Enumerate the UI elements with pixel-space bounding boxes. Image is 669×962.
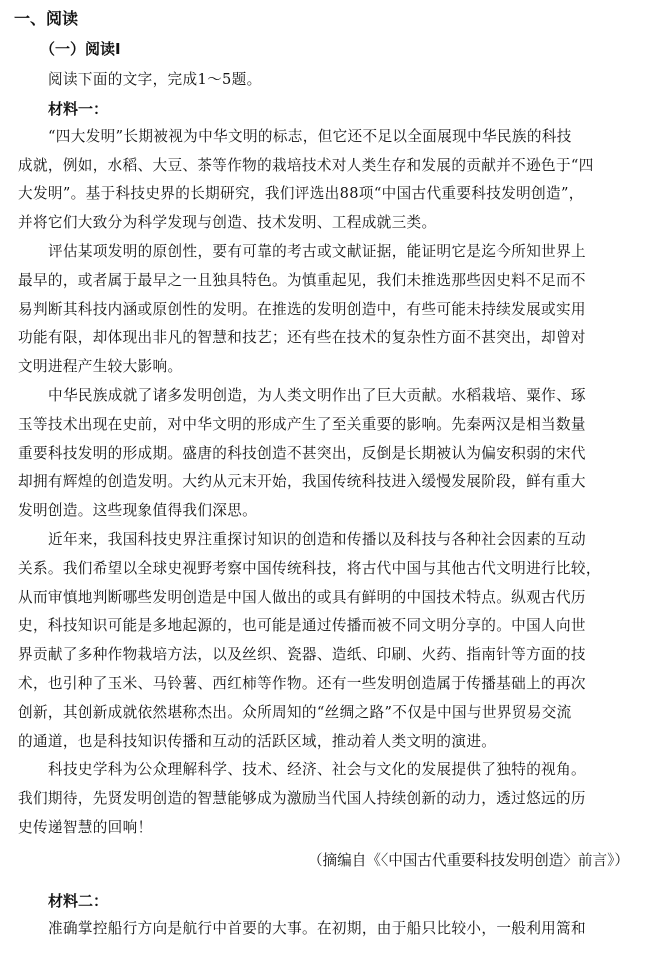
material-two-text: 准确掌控船行方向是航行中首要的大事。在初期，由于船只比较小，一般利用篙和 [48,919,586,937]
paragraph-line: 玉等技术出现在史前，对中华文明的形成产生了至关重要的影响。先秦两汉是相当数量 [18,415,586,433]
paragraph-line: 文明进程产生较大影响。 [18,358,183,376]
paragraph-line: 史传递智慧的回响！ [18,818,153,836]
paragraph-line: 并将它们大致分为科学发现与创造、技术发明、工程成就三类。 [18,214,437,232]
paragraph-line: 界贡献了多种作物栽培方法，以及丝织、瓷器、造纸、印刷、火药、指南针等方面的技 [18,646,586,664]
paragraph-line: 近年来，我国科技史界注重探讨知识的创造和传播以及科技与各种社会因素的互动 [48,530,586,548]
paragraph-line: 的通道，也是科技知识传播和互动的活跃区域，推动着人类文明的演进。 [18,732,497,750]
paragraph-line: 却拥有辉煌的创造发明。大约从元末开始，我国传统科技进入缓慢发展阶段，鲜有重大 [18,473,586,491]
paragraph-line: 发明创造。这些现象值得我们深思。 [18,502,258,520]
paragraph-line: 功能有限，却体现出非凡的智慧和技艺；还有些在技术的复杂性方面不甚突出，却曾对 [18,329,586,347]
material-two-heading: 材料二： [48,891,109,910]
paragraph-line: “四大发明”长期被视为中华文明的标志，但它还不足以全面展现中华民族的科技 [48,127,572,145]
spacer [18,875,657,887]
paragraph-line: 关系。我们希望以全球史视野考察中国传统科技，将古代中国与其他古代文明进行比较， [18,559,601,577]
instruction-text: 阅读下面的文字，完成1～5题。 [48,71,262,88]
paragraph-line: 史，科技知识可能是多地起源的，也可能是通过传播而被不同文明分享的。中国人向世 [18,617,586,635]
paragraph-line: 中华民族成就了诸多发明创造，为人类文明作出了巨大贡献。水稻栽培、粟作、琢 [48,386,586,404]
paragraph-line: 易判断其科技内涵或原创性的发明。在推选的发明创造中，有些可能未持续发展或实用 [18,300,586,318]
material-one-body [18,123,657,843]
paragraph-line: 最早的，或者属于最早之一且独具特色。为慎重起见，我们未推选那些因史料不足而不 [18,271,586,289]
paragraph-line: 大发明”。基于科技史界的长期研究，我们评选出88项“中国古代重要科技发明创造”， [18,185,584,203]
source-citation: （摘编自《〈中国古代重要科技发明创造〉前言》） [307,851,629,869]
subsection-title: （一）阅读Ⅰ [40,40,121,58]
paragraph-line: 重要科技发明的形成期。盛唐的科技创造不甚突出，反倒是长期被认为偏安积弱的宋代 [18,444,586,462]
paragraph-line: 我们期待，先贤发明创造的智慧能够成为激励当代国人持续创新的动力，透过悠远的历 [18,790,586,808]
section-title: 一、阅读 [14,9,79,28]
paragraph-line: 评估某项发明的原创性，要有可靠的考古或文献证据，能证明它是迄今所知世界上 [48,242,586,260]
paragraph-line: 成就，例如，水稻、大豆、茶等作物的栽培技术对人类生存和发展的贡献并不逊色于“四 [18,156,594,174]
paragraph-line: 科技史学科为公众理解科学、技术、经济、社会与文化的发展提供了独特的视角。 [48,761,586,779]
paragraph-line: 术，也引种了玉米、马铃薯、西红柿等作物。还有一些发明创造属于传播基础上的再次 [18,674,586,692]
paragraph-line: 从而审慎地判断哪些发明创造是中国人做出的或具有鲜明的中国技术特点。纵观古代历 [18,588,586,606]
material-one-heading: 材料一： [48,99,109,118]
paragraph-line: 创新，其创新成就依然堪称杰出。众所周知的“丝绸之路”不仅是中国与世界贸易交流 [18,703,572,721]
